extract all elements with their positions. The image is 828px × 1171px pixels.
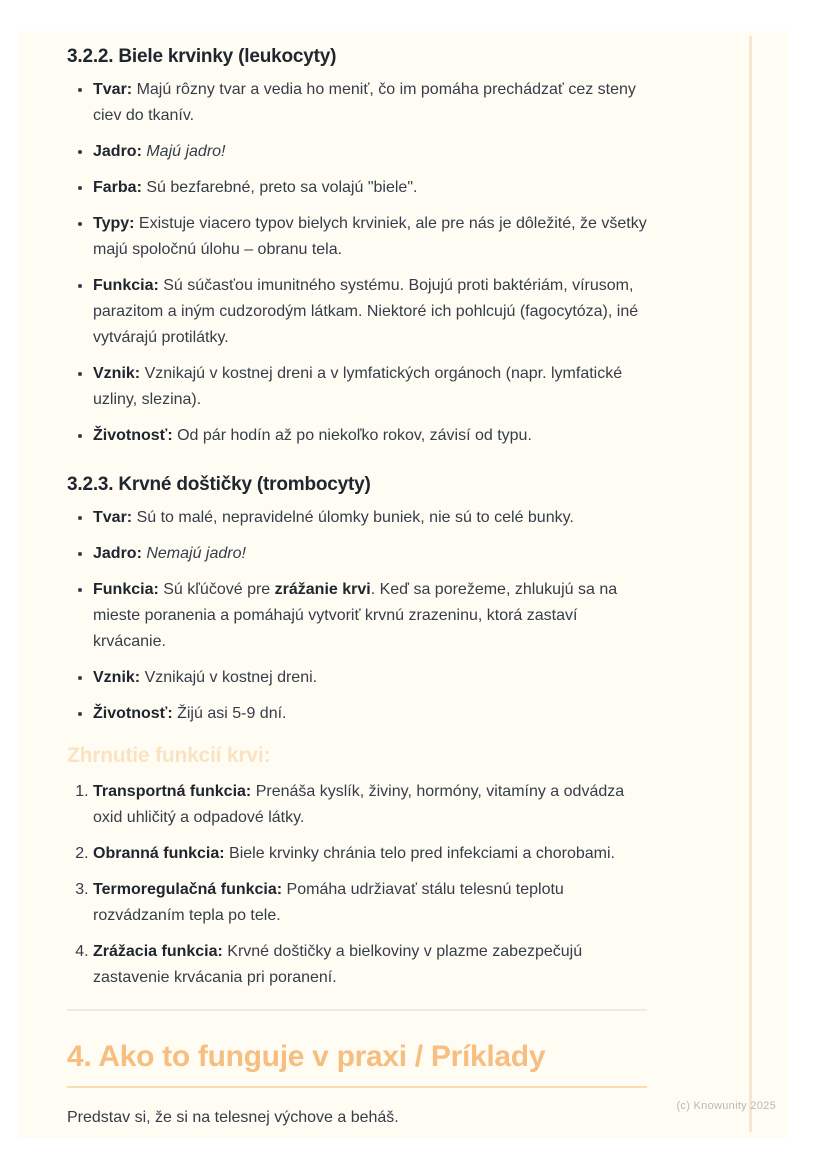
item-text: Existuje viacero typov bielych krviniek, ale pre nás je dôležité, že všetky majú spoločnú úlohu – obranu tela. bbox=[93, 215, 647, 258]
item-term: Funkcia: bbox=[93, 581, 159, 598]
item-text: Pomáha udržiavať stálu telesnú teplotu rozvádzaním tepla po tele. bbox=[93, 881, 564, 924]
heading-biele-krvinky: 3.2.2. Biele krvinky (leukocyty) bbox=[67, 46, 337, 67]
heading-zhrnutie-funkcii: Zhrnutie funkcií krvi: bbox=[67, 744, 271, 767]
item-text: Majú jadro! bbox=[141, 143, 226, 160]
item-text: Krvné doštičky a bielkoviny v plazme zabezpečujú zastavenie krvácania pri poranení. bbox=[93, 943, 583, 986]
item-term: Funkcia: bbox=[93, 277, 159, 294]
item-text: Sú súčasťou imunitného systému. Bojujú proti baktériám, vírusom, parazitom a iným cudzorodým látkam. Niektoré ich pohlcujú (fagocytóza), iné vytvárajú protilátky. bbox=[93, 277, 639, 346]
item-text: Majú rôzny tvar a vedia ho meniť, čo im pomáha prechádzať cez steny ciev do tkanív. bbox=[93, 81, 636, 124]
item-term: Tvar: bbox=[93, 81, 133, 98]
item-term: Obranná funkcia: bbox=[93, 845, 225, 862]
heading-krvne-dosticky: 3.2.3. Krvné doštičky (trombocyty) bbox=[67, 474, 371, 495]
item-text: Sú bezfarebné, preto sa volajú "biele". bbox=[141, 179, 418, 196]
item-term: Termoregulačná funkcia: bbox=[93, 881, 283, 898]
item-text: . Keď sa porežeme, zhlukujú sa na mieste poranenia a pomáhajú vytvoriť krvnú zrazeninu, ktorá zastaví krvácanie. bbox=[93, 581, 618, 650]
list-item bbox=[93, 939, 647, 991]
item-text: Žijú asi 5-9 dní. bbox=[172, 705, 287, 722]
item-term: Transportná funkcia: bbox=[93, 783, 252, 800]
document-page bbox=[18, 31, 788, 1138]
item-text: Biele krvinky chránia telo pred infekciami a chorobami. bbox=[224, 845, 615, 862]
list-item bbox=[93, 665, 647, 691]
item-term: Typy: bbox=[93, 215, 135, 232]
item-text: zrážanie krvi bbox=[274, 581, 371, 598]
item-term: Jadro: bbox=[93, 545, 142, 562]
list-item bbox=[93, 211, 647, 263]
blood-functions-list bbox=[67, 779, 647, 991]
thrombocyte-properties-list bbox=[67, 505, 647, 727]
heading-underline-rule bbox=[67, 1086, 647, 1088]
item-term: Vznik: bbox=[93, 669, 141, 686]
page-edge-rule bbox=[749, 36, 752, 1132]
list-item bbox=[93, 577, 647, 655]
list-item bbox=[93, 877, 647, 929]
item-text: Vznikajú v kostnej dreni a v lymfatických orgánoch (napr. lymfatické uzliny, slezina). bbox=[93, 365, 623, 408]
list-item bbox=[93, 175, 647, 201]
item-term: Tvar: bbox=[93, 509, 133, 526]
item-term: Životnosť: bbox=[93, 705, 173, 722]
list-item bbox=[93, 779, 647, 831]
list-item bbox=[93, 841, 647, 867]
item-text: Prenáša kyslík, živiny, hormóny, vitamíny a odvádza oxid uhličitý a odpadové látky. bbox=[93, 783, 625, 826]
document-content bbox=[67, 31, 647, 1131]
item-text: Od pár hodín až po niekoľko rokov, závisí od typu. bbox=[172, 427, 532, 444]
item-text: Nemajú jadro! bbox=[141, 545, 246, 562]
list-item bbox=[93, 273, 647, 351]
list-item bbox=[93, 361, 647, 413]
item-term: Životnosť: bbox=[93, 427, 173, 444]
list-item bbox=[93, 541, 647, 567]
list-item bbox=[93, 505, 647, 531]
intro-paragraph: Predstav si, že si na telesnej výchove a beháš. bbox=[67, 1109, 399, 1126]
item-term: Farba: bbox=[93, 179, 142, 196]
leukocyte-properties-list bbox=[67, 77, 647, 449]
copyright-watermark: (c) Knowunity 2025 bbox=[676, 1100, 776, 1112]
section-divider bbox=[67, 1009, 647, 1011]
item-text: Sú kľúčové pre bbox=[158, 581, 275, 598]
item-term: Jadro: bbox=[93, 143, 142, 160]
heading-ako-to-funguje: 4. Ako to funguje v praxi / Príklady bbox=[67, 1040, 546, 1073]
item-term: Zrážacia funkcia: bbox=[93, 943, 223, 960]
list-item bbox=[93, 77, 647, 129]
item-term: Vznik: bbox=[93, 365, 141, 382]
list-item bbox=[93, 139, 647, 165]
list-item bbox=[93, 423, 647, 449]
list-item bbox=[93, 701, 647, 727]
item-text: Vznikajú v kostnej dreni. bbox=[140, 669, 318, 686]
item-text: Sú to malé, nepravidelné úlomky buniek, nie sú to celé bunky. bbox=[132, 509, 574, 526]
